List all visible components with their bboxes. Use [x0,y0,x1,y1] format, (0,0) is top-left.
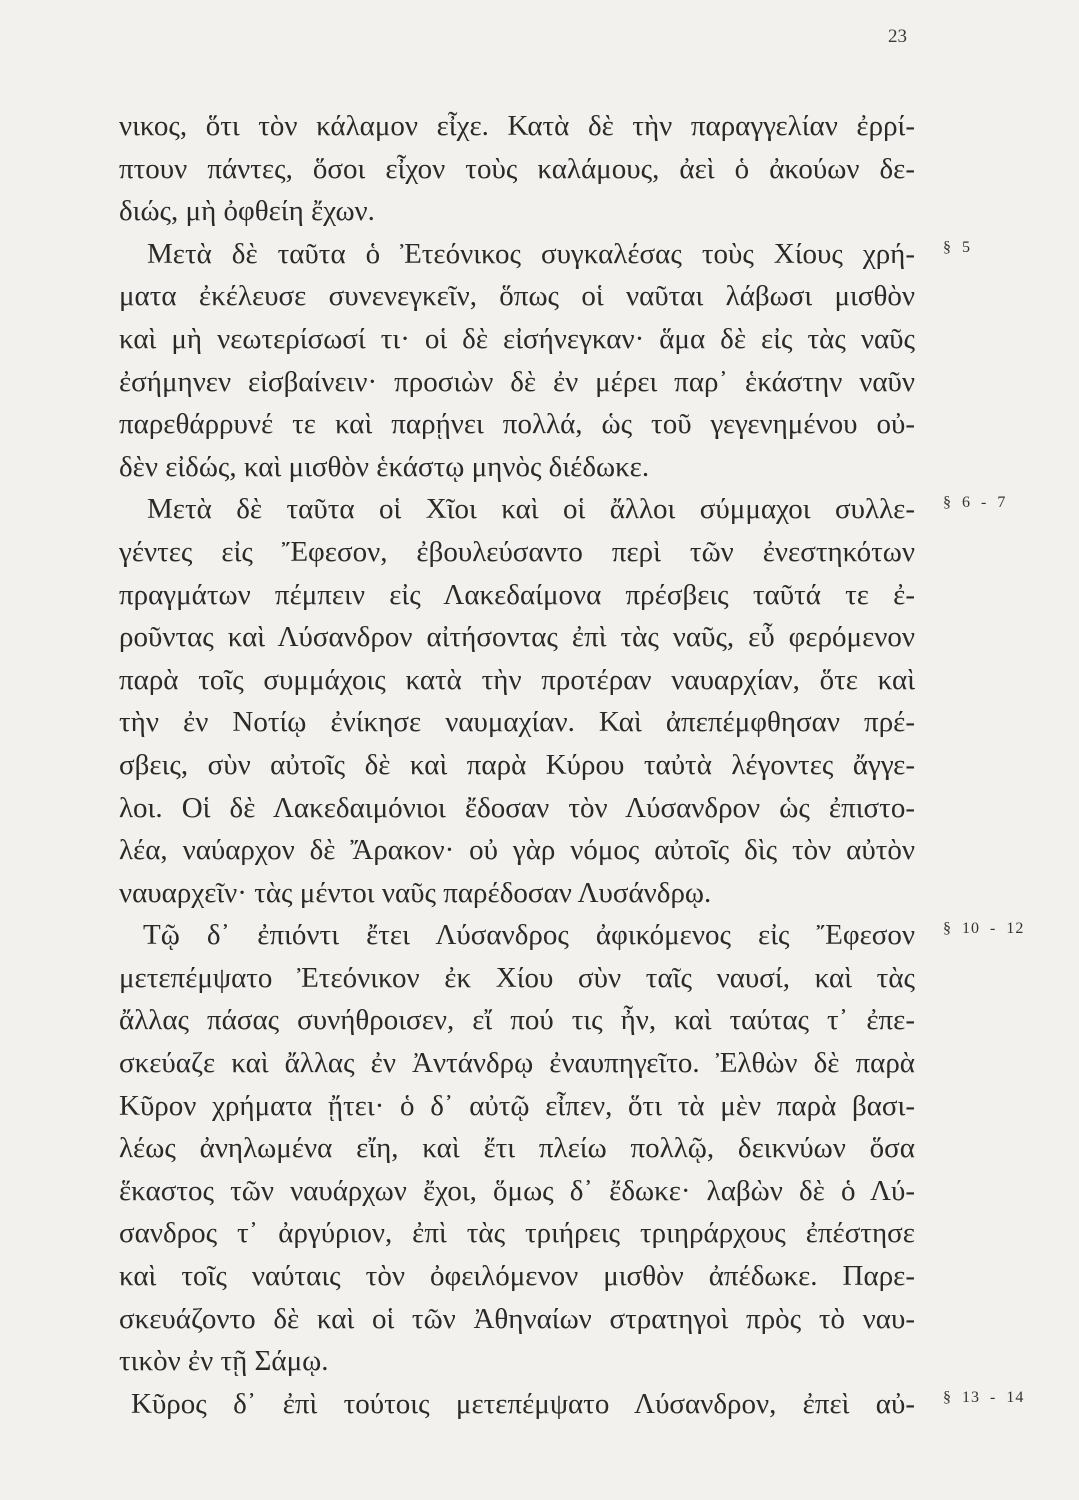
text-line [119,1127,915,1170]
paragraph [119,488,1007,914]
paragraph [119,105,915,233]
text-line [119,829,915,872]
text-line [119,999,915,1042]
line-text: μετεπέμψατο Ἐτεόνικον ἐκ Χίου σὺν ταῖς ναυσί, καὶ τὰς [119,961,915,994]
line-text: ἕκαστος τῶν ναυάρχων ἔχοι, ὅμως δ᾽ ἔδωκε· λαβὼν δὲ ὁ Λύ- [119,1174,915,1207]
text-line [119,744,915,787]
line-text: πτουν πάντες, ὅσοι εἶχον τοὺς καλάμους, ἀεὶ ὁ ἀκούων δε- [119,152,915,185]
margin-note: § 10 - 12 [943,920,1025,938]
paragraph [119,233,971,489]
text-line [119,1383,1025,1426]
line-text: ματα ἐκέλευσε συνενεγκεῖν, ὅπως οἱ ναῦται λάβωσι μισθὸν [119,280,915,313]
line-text: λέως ἀνηλωμένα εἴη, καὶ ἔτι πλείω πολλῷ, δεικνύων ὅσα [119,1132,915,1165]
line-text: ἐσήμηνεν εἰσβαίνειν· προσιὼν δὲ ἐν μέρει παρ᾽ ἑκάστην ναῦν [119,365,915,398]
text-line [119,403,915,446]
text-line [119,1212,915,1255]
text-line [119,531,915,574]
line-text: καὶ μὴ νεωτερίσωσί τι· οἱ δὲ εἰσήνεγκαν· ἅμα δὲ εἰς τὰς ναῦς [119,322,915,355]
text-line [119,275,915,318]
margin-note: § 5 [943,238,971,256]
text-line [119,105,915,148]
line-text: λέα, ναύαρχον δὲ Ἄρακον· οὐ γὰρ νόμος αὐτοῖς δὶς τὸν αὐτὸν [119,834,915,867]
text-line [119,1170,915,1213]
line-text: Μετὰ δὲ ταῦτα οἱ Χῖοι καὶ οἱ ἄλλοι σύμμαχοι συλλε- [147,493,915,526]
line-text: Κῦρος δ᾽ ἐπὶ τούτοις μετεπέμψατο Λύσανδρον, ἐπεὶ αὐ- [131,1387,915,1420]
text-line [119,190,915,233]
body-text [119,105,1025,1425]
text-line [119,361,915,404]
line-text: Τῷ δ᾽ ἐπιόντι ἔτει Λύσανδρος ἀφικόμενος εἰς Ἔφεσον [143,919,915,952]
line-text: παρεθάρρυνέ τε καὶ παρῄνει πολλά, ὡς τοῦ γεγενημένου οὐ- [119,408,915,441]
line-text: ροῦντας καὶ Λύσανδρον αἰτήσοντας ἐπὶ τὰς ναῦς, εὖ φερόμενον [119,621,915,654]
text-line [119,872,915,915]
margin-note: § 13 - 14 [943,1388,1025,1406]
text-line [119,1255,915,1298]
page-number: 23 [888,26,907,47]
text-line [119,1042,915,1085]
line-text: πραγμάτων πέμπειν εἰς Λακεδαίμονα πρέσβεις ταῦτά τε ἐ- [119,578,915,611]
line-text: τικὸν ἐν τῇ Σάμῳ. [119,1345,329,1378]
text-line [119,914,1025,957]
line-text: σβεις, σὺν αὐτοῖς δὲ καὶ παρὰ Κύρου ταὐτὰ λέγοντες ἄγγε- [119,748,915,781]
line-text: γέντες εἰς Ἔφεσον, ἐβουλεύσαντο περὶ τῶν ἐνεστηκότων [119,535,915,568]
text-line [119,488,1007,531]
line-text: νικος, ὅτι τὸν κάλαμον εἶχε. Κατὰ δὲ τὴν παραγγελίαν ἐρρί- [119,110,915,142]
text-line [119,957,915,1000]
text-line [119,616,915,659]
line-text: διώς, μὴ ὀφθείη ἔχων. [119,195,375,228]
text-line [119,446,915,489]
text-line [119,1085,915,1128]
line-text: τὴν ἐν Νοτίῳ ἐνίκησε ναυμαχίαν. Καὶ ἀπεπέμφθησαν πρέ- [119,706,915,739]
line-text: καὶ τοῖς ναύταις τὸν ὀφειλόμενον μισθὸν ἀπέδωκε. Παρε- [119,1260,915,1293]
line-text: δὲν εἰδώς, καὶ μισθὸν ἑκάστῳ μηνὸς διέδωκε. [119,450,650,483]
line-text: ναυαρχεῖν· τὰς μέντοι ναῦς παρέδοσαν Λυσάνδρῳ. [119,876,712,909]
text-line [119,574,915,617]
paragraph [119,914,1025,1383]
text-line [119,233,971,276]
line-text: Μετὰ δὲ ταῦτα ὁ Ἐτεόνικος συγκαλέσας τοὺς Χίους χρή- [147,237,915,270]
text-line [119,148,915,191]
text-line [119,318,915,361]
text-line [119,659,915,702]
text-line [119,787,915,830]
text-line [119,1298,915,1341]
text-line [119,1340,915,1383]
margin-note: § 6 - 7 [943,494,1007,512]
line-text: παρὰ τοῖς συμμάχοις κατὰ τὴν προτέραν ναυαρχίαν, ὅτε καὶ [119,663,915,696]
line-text: Κῦρον χρήματα ᾔτει· ὁ δ᾽ αὐτῷ εἶπεν, ὅτι τὰ μὲν παρὰ βασι- [119,1089,915,1122]
line-text: σανδρος τ᾽ ἀργύριον, ἐπὶ τὰς τριήρεις τριηράρχους ἐπέστησε [119,1217,915,1250]
line-text: σκευάζοντο δὲ καὶ οἱ τῶν Ἀθηναίων στρατηγοὶ πρὸς τὸ ναυ- [119,1302,915,1335]
line-text: λοι. Οἱ δὲ Λακεδαιμόνιοι ἔδοσαν τὸν Λύσανδρον ὡς ἐπιστο- [119,791,915,824]
paragraph [119,1383,1025,1426]
line-text: ἄλλας πάσας συνήθροισεν, εἴ πού τις ἦν, καὶ ταύτας τ᾽ ἐπε- [119,1004,915,1037]
line-text: σκεύαζε καὶ ἄλλας ἐν Ἀντάνδρῳ ἐναυπηγεῖτο. Ἐλθὼν δὲ παρὰ [119,1047,915,1080]
text-line [119,701,915,744]
